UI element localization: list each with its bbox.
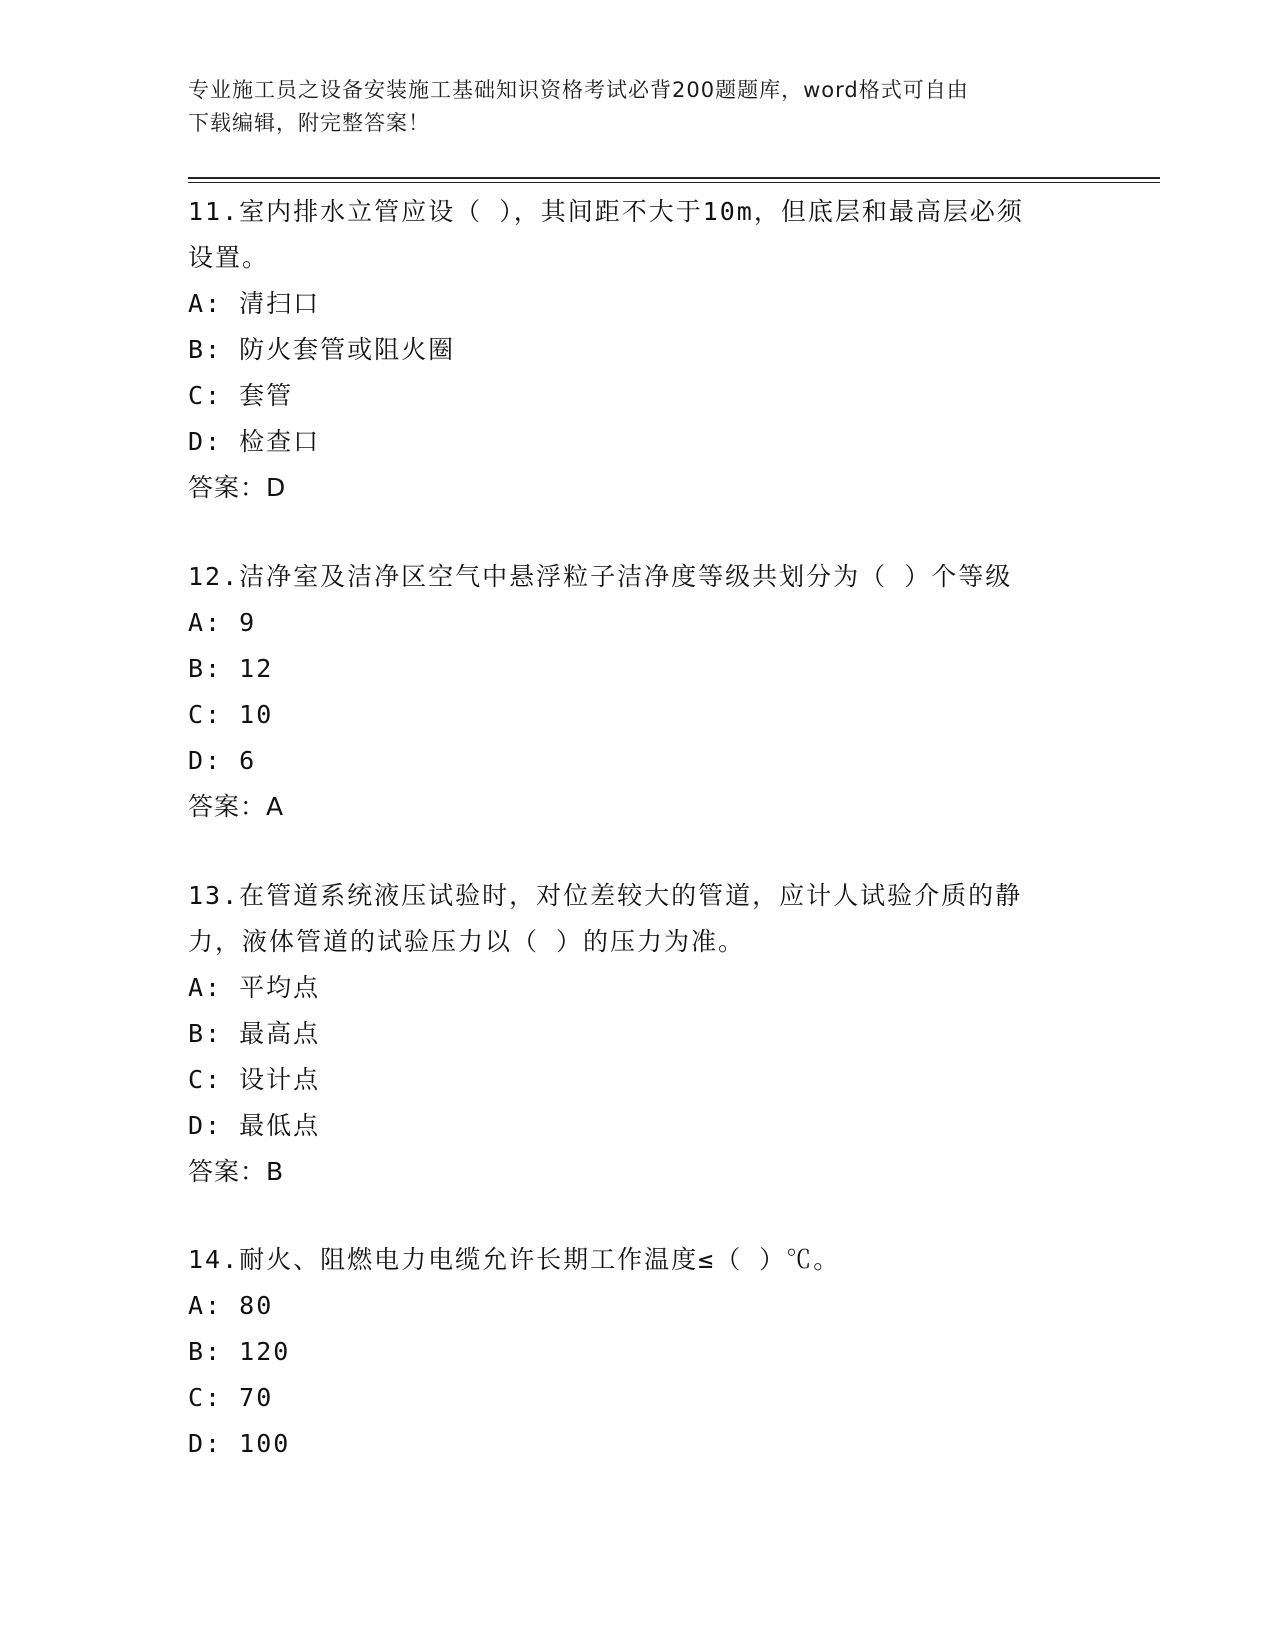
answer-line: 答案：B [188,1157,285,1186]
option-d: D: 最低点 [188,1111,321,1140]
document-header [188,74,1088,140]
question-stem-line-2: 设置。 [188,243,270,272]
answer-line: 答案：D [188,473,287,502]
header-line-2: 下载编辑，附完整答案！ [188,111,430,135]
header-divider-thin [188,182,1160,183]
question-13 [188,873,1088,1195]
option-d: D: 6 [188,746,257,775]
option-a: A: 9 [188,608,257,637]
option-b: B: 防火套管或阻火圈 [188,335,456,364]
question-14 [188,1237,1088,1467]
option-a: A: 80 [188,1291,274,1320]
option-d: D: 100 [188,1429,291,1458]
question-11 [188,189,1088,511]
option-b: B: 12 [188,654,274,683]
answer-line: 答案：A [188,792,285,821]
option-c: C: 套管 [188,381,294,410]
question-stem-line-1: 11.室内排水立管应设（ ），其间距不大于10m，但底层和最高层必须 [188,197,1024,226]
option-b: B: 最高点 [188,1019,321,1048]
question-stem-line-1: 14.耐火、阻燃电力电缆允许长期工作温度≤（ ）℃。 [188,1245,841,1274]
option-c: C: 10 [188,700,274,729]
question-stem-line-1: 12.洁净室及洁净区空气中悬浮粒子洁净度等级共划分为（ ）个等级 [188,562,1013,591]
option-d: D: 检查口 [188,427,321,456]
question-stem-line-1: 13.在管道系统液压试验时，对位差较大的管道，应计人试验介质的静 [188,881,1023,910]
question-stem-line-2: 力，液体管道的试验压力以（ ）的压力为准。 [188,927,746,956]
question-12 [188,554,1088,830]
option-a: A: 平均点 [188,973,321,1002]
header-divider-thick [188,177,1160,179]
header-line-1: 专业施工员之设备安装施工基础知识资格考试必背200题题库，word格式可自由 [188,78,969,102]
option-c: C: 70 [188,1383,274,1412]
option-a: A: 清扫口 [188,289,321,318]
option-c: C: 设计点 [188,1065,321,1094]
option-b: B: 120 [188,1337,291,1366]
